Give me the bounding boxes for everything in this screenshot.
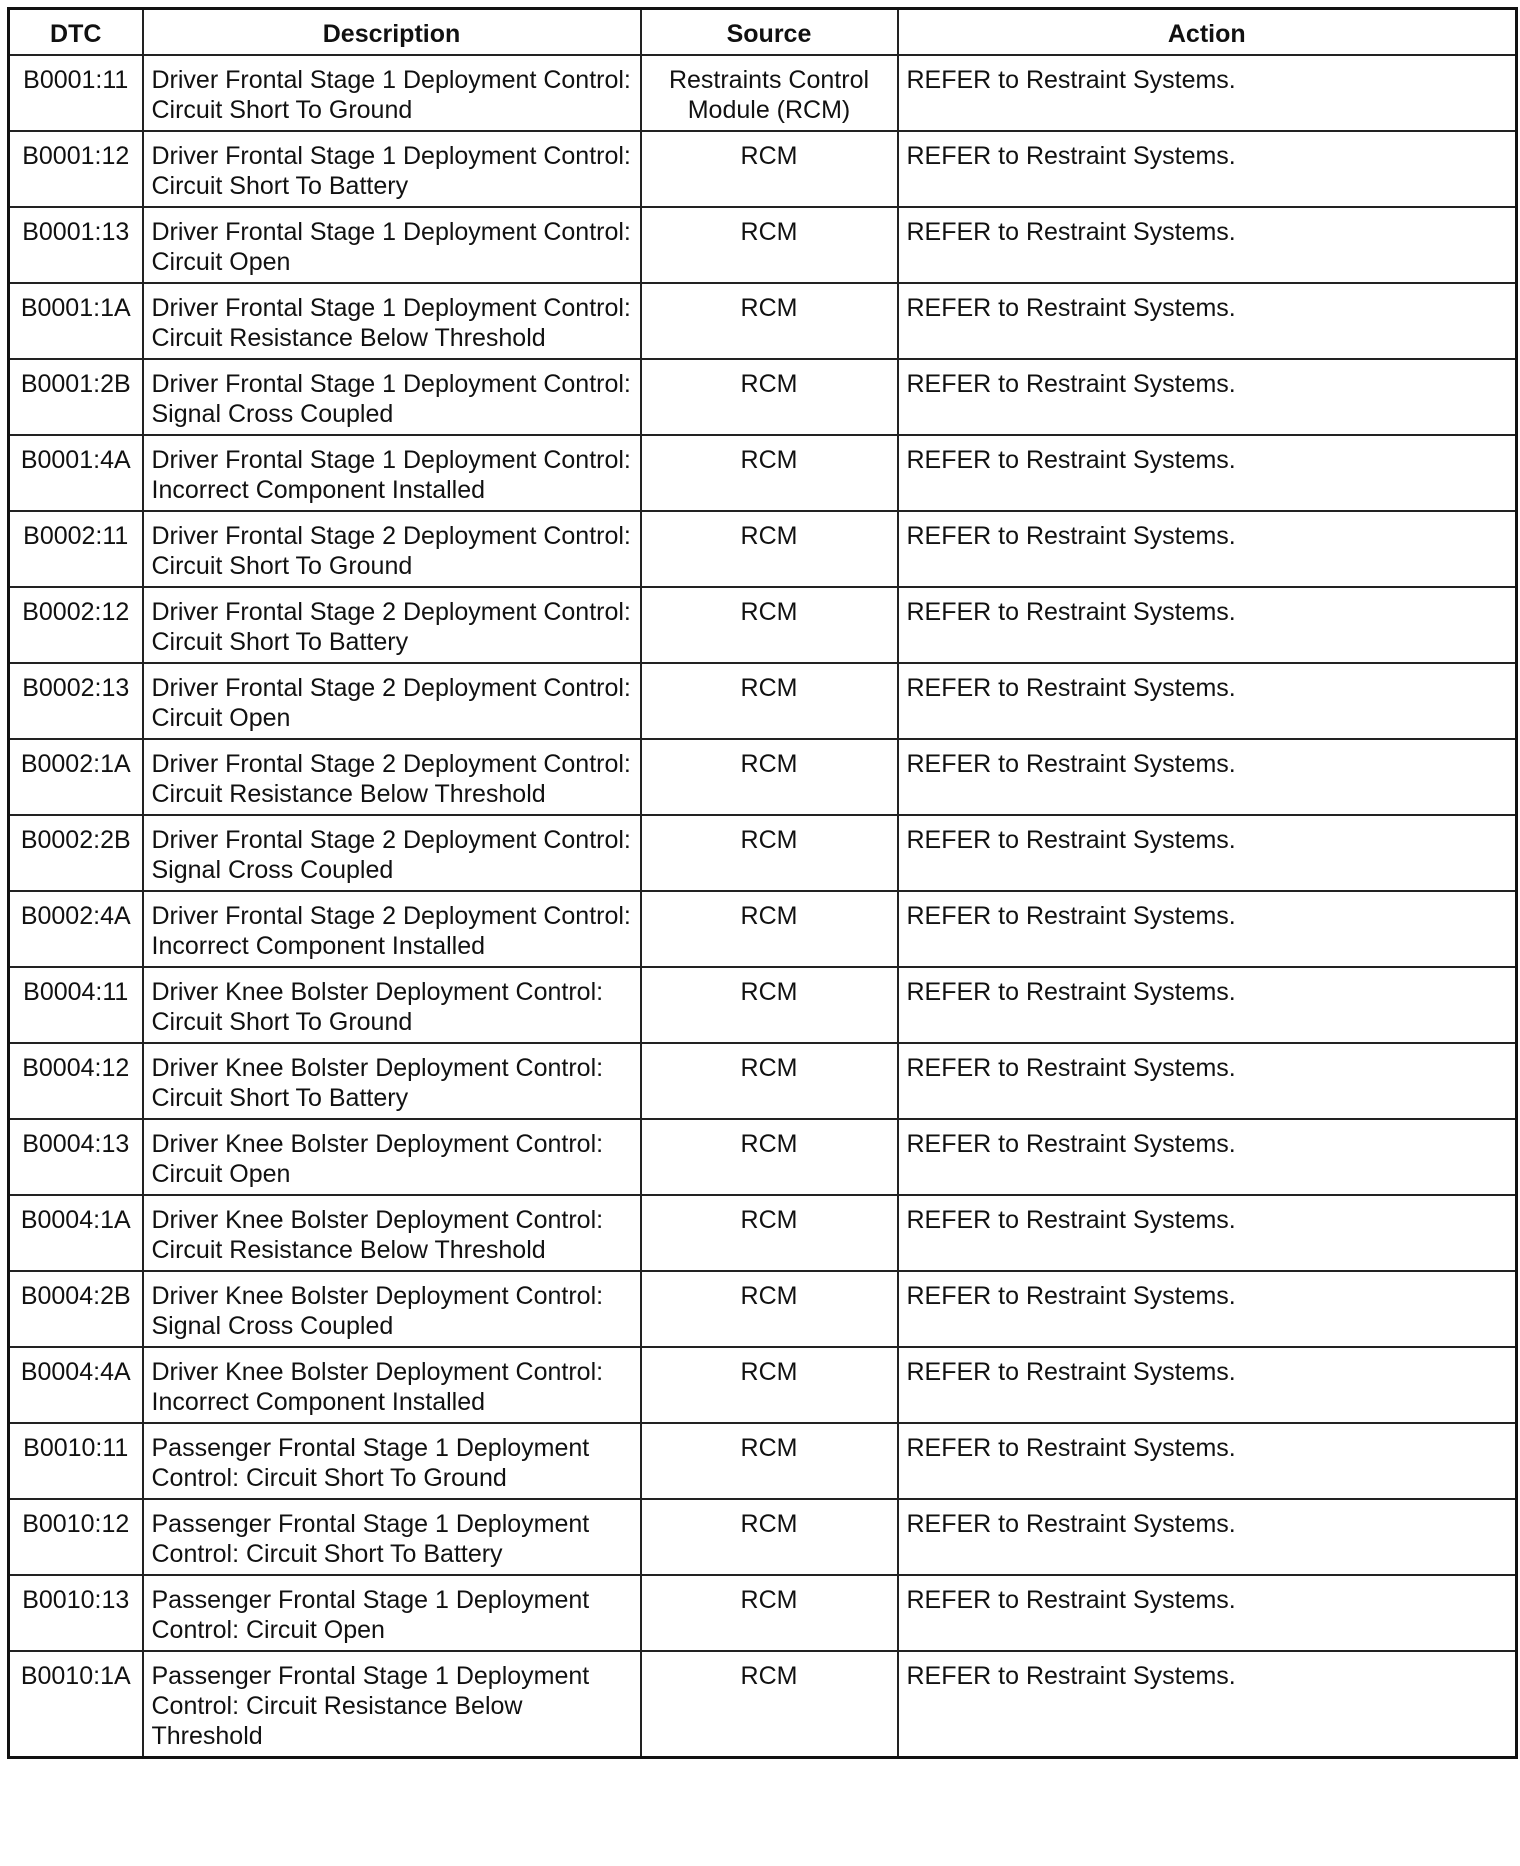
description-cell: Driver Knee Bolster Deployment Control: Circuit Resistance Below Threshold (143, 1195, 641, 1271)
description-cell: Driver Frontal Stage 2 Deployment Control: Circuit Short To Ground (143, 511, 641, 587)
table-row (9, 739, 1517, 815)
table-row (9, 1043, 1517, 1119)
table-row (9, 1347, 1517, 1423)
table-row (9, 1423, 1517, 1499)
source-cell: RCM (641, 1347, 898, 1423)
source-cell: Restraints Control Module (RCM) (641, 55, 898, 131)
action-cell: REFER to Restraint Systems. (898, 1271, 1517, 1347)
source-cell: RCM (641, 207, 898, 283)
source-cell: RCM (641, 283, 898, 359)
action-cell: REFER to Restraint Systems. (898, 1651, 1517, 1758)
dtc-code-cell: B0002:12 (9, 587, 143, 663)
dtc-code-cell: B0002:2B (9, 815, 143, 891)
dtc-code-cell: B0004:12 (9, 1043, 143, 1119)
source-cell: RCM (641, 359, 898, 435)
table-row (9, 663, 1517, 739)
source-cell: RCM (641, 131, 898, 207)
source-cell: RCM (641, 1195, 898, 1271)
source-cell: RCM (641, 1043, 898, 1119)
action-cell: REFER to Restraint Systems. (898, 1119, 1517, 1195)
table-row (9, 1575, 1517, 1651)
description-cell: Driver Frontal Stage 1 Deployment Control: Circuit Short To Battery (143, 131, 641, 207)
table-row (9, 967, 1517, 1043)
dtc-code-cell: B0002:4A (9, 891, 143, 967)
description-cell: Passenger Frontal Stage 1 Deployment Control: Circuit Short To Battery (143, 1499, 641, 1575)
table-body (9, 55, 1517, 1758)
dtc-code-cell: B0010:11 (9, 1423, 143, 1499)
dtc-code-cell: B0010:12 (9, 1499, 143, 1575)
description-cell: Driver Frontal Stage 2 Deployment Control: Circuit Open (143, 663, 641, 739)
dtc-code-cell: B0001:4A (9, 435, 143, 511)
action-cell: REFER to Restraint Systems. (898, 739, 1517, 815)
dtc-code-cell: B0002:11 (9, 511, 143, 587)
table-row (9, 1499, 1517, 1575)
header-row (9, 9, 1517, 56)
table-row (9, 1195, 1517, 1271)
description-cell: Driver Frontal Stage 2 Deployment Control: Incorrect Component Installed (143, 891, 641, 967)
table-row (9, 511, 1517, 587)
action-cell: REFER to Restraint Systems. (898, 1043, 1517, 1119)
dtc-code-cell: B0002:13 (9, 663, 143, 739)
description-cell: Driver Knee Bolster Deployment Control: Signal Cross Coupled (143, 1271, 641, 1347)
table-row (9, 55, 1517, 131)
table-row (9, 131, 1517, 207)
action-cell: REFER to Restraint Systems. (898, 1195, 1517, 1271)
description-cell: Driver Frontal Stage 2 Deployment Control: Circuit Short To Battery (143, 587, 641, 663)
dtc-code-cell: B0001:11 (9, 55, 143, 131)
table-row (9, 207, 1517, 283)
header-description: Description (143, 9, 641, 56)
table-row (9, 891, 1517, 967)
dtc-code-cell: B0001:12 (9, 131, 143, 207)
action-cell: REFER to Restraint Systems. (898, 435, 1517, 511)
table-row (9, 359, 1517, 435)
table-row (9, 1271, 1517, 1347)
table-row (9, 815, 1517, 891)
header-action: Action (898, 9, 1517, 56)
dtc-code-cell: B0004:11 (9, 967, 143, 1043)
dtc-table (7, 7, 1518, 1759)
description-cell: Driver Frontal Stage 2 Deployment Control: Circuit Resistance Below Threshold (143, 739, 641, 815)
dtc-code-cell: B0001:1A (9, 283, 143, 359)
source-cell: RCM (641, 511, 898, 587)
table-header (9, 9, 1517, 56)
table-row (9, 1119, 1517, 1195)
source-cell: RCM (641, 1651, 898, 1758)
dtc-code-cell: B0010:13 (9, 1575, 143, 1651)
action-cell: REFER to Restraint Systems. (898, 587, 1517, 663)
description-cell: Passenger Frontal Stage 1 Deployment Control: Circuit Open (143, 1575, 641, 1651)
description-cell: Driver Knee Bolster Deployment Control: Circuit Short To Battery (143, 1043, 641, 1119)
source-cell: RCM (641, 739, 898, 815)
dtc-code-cell: B0004:4A (9, 1347, 143, 1423)
action-cell: REFER to Restraint Systems. (898, 283, 1517, 359)
source-cell: RCM (641, 1119, 898, 1195)
action-cell: REFER to Restraint Systems. (898, 55, 1517, 131)
dtc-code-cell: B0004:1A (9, 1195, 143, 1271)
dtc-code-cell: B0001:13 (9, 207, 143, 283)
dtc-code-cell: B0002:1A (9, 739, 143, 815)
action-cell: REFER to Restraint Systems. (898, 1499, 1517, 1575)
description-cell: Driver Frontal Stage 1 Deployment Control: Circuit Resistance Below Threshold (143, 283, 641, 359)
action-cell: REFER to Restraint Systems. (898, 207, 1517, 283)
description-cell: Driver Frontal Stage 1 Deployment Control: Circuit Open (143, 207, 641, 283)
table-row (9, 1651, 1517, 1758)
action-cell: REFER to Restraint Systems. (898, 511, 1517, 587)
source-cell: RCM (641, 587, 898, 663)
table-row (9, 587, 1517, 663)
action-cell: REFER to Restraint Systems. (898, 131, 1517, 207)
header-dtc: DTC (9, 9, 143, 56)
action-cell: REFER to Restraint Systems. (898, 967, 1517, 1043)
description-cell: Passenger Frontal Stage 1 Deployment Control: Circuit Resistance Below Threshold (143, 1651, 641, 1758)
dtc-code-cell: B0004:13 (9, 1119, 143, 1195)
source-cell: RCM (641, 435, 898, 511)
source-cell: RCM (641, 1575, 898, 1651)
description-cell: Driver Knee Bolster Deployment Control: Incorrect Component Installed (143, 1347, 641, 1423)
source-cell: RCM (641, 663, 898, 739)
action-cell: REFER to Restraint Systems. (898, 891, 1517, 967)
description-cell: Driver Frontal Stage 1 Deployment Control: Circuit Short To Ground (143, 55, 641, 131)
dtc-code-cell: B0001:2B (9, 359, 143, 435)
action-cell: REFER to Restraint Systems. (898, 1423, 1517, 1499)
source-cell: RCM (641, 891, 898, 967)
action-cell: REFER to Restraint Systems. (898, 663, 1517, 739)
action-cell: REFER to Restraint Systems. (898, 1575, 1517, 1651)
description-cell: Passenger Frontal Stage 1 Deployment Control: Circuit Short To Ground (143, 1423, 641, 1499)
action-cell: REFER to Restraint Systems. (898, 815, 1517, 891)
description-cell: Driver Frontal Stage 2 Deployment Control: Signal Cross Coupled (143, 815, 641, 891)
source-cell: RCM (641, 815, 898, 891)
source-cell: RCM (641, 1423, 898, 1499)
dtc-code-cell: B0010:1A (9, 1651, 143, 1758)
description-cell: Driver Knee Bolster Deployment Control: Circuit Open (143, 1119, 641, 1195)
description-cell: Driver Knee Bolster Deployment Control: Circuit Short To Ground (143, 967, 641, 1043)
source-cell: RCM (641, 1271, 898, 1347)
action-cell: REFER to Restraint Systems. (898, 1347, 1517, 1423)
description-cell: Driver Frontal Stage 1 Deployment Control: Signal Cross Coupled (143, 359, 641, 435)
action-cell: REFER to Restraint Systems. (898, 359, 1517, 435)
source-cell: RCM (641, 967, 898, 1043)
source-cell: RCM (641, 1499, 898, 1575)
table-row (9, 435, 1517, 511)
description-cell: Driver Frontal Stage 1 Deployment Control: Incorrect Component Installed (143, 435, 641, 511)
dtc-code-cell: B0004:2B (9, 1271, 143, 1347)
table-row (9, 283, 1517, 359)
header-source: Source (641, 9, 898, 56)
